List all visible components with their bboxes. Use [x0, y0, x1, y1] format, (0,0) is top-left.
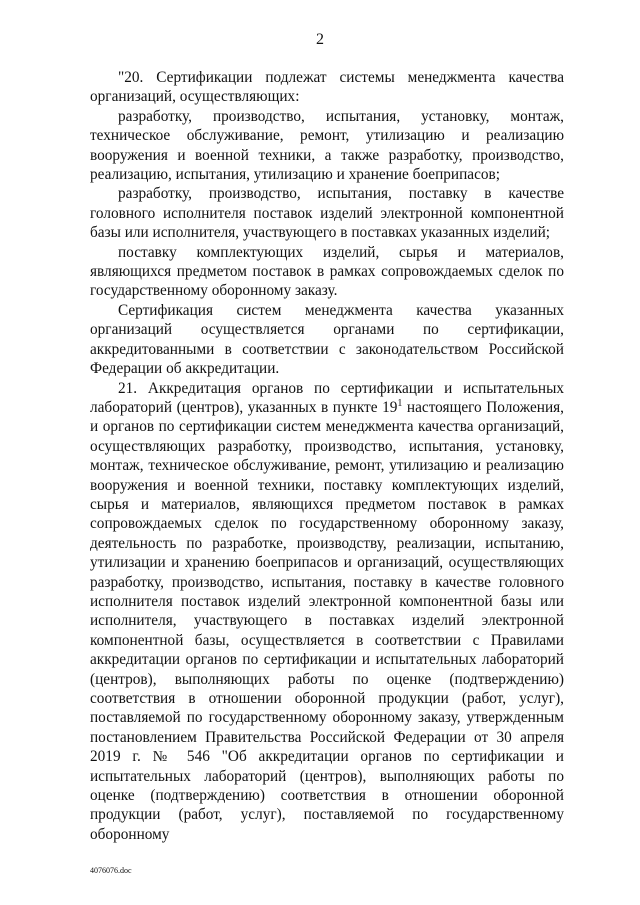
page-number: 2: [316, 31, 324, 48]
paragraph-21: [90, 379, 564, 845]
paragraph-20-item-components: поставку комплектующих изделий, сырья и материалов, являющихся предметом поставок в рамках сопровождаемых сделок по государственному оборонному заказу.: [90, 243, 564, 300]
paragraph-20-item-electronics: разработку, производство, испытания, поставку в качестве головного исполнителя поставок изделий электронной компонентной базы или исполнителя, участвующего в поставках указанных изделий;: [90, 185, 564, 242]
paragraph-20-item-weapons: разработку, производство, испытания, установку, монтаж, техническое обслуживание, ремонт, утилизацию и реализацию вооружения и военной техники, а также разработку, производство, реализацию, испытания, утилизацию и хранение боеприпасов;: [90, 107, 564, 184]
footnote-superscript: 1: [397, 397, 403, 409]
paragraph-21-rest: настоящего Положения, и органов по сертификации систем менеджмента качества организаций, осуществляющих разработку, производство, испытания, установку, монтаж, техническое обслуживание, ремонт, утилизацию и реализацию вооружения и военной техники, поставку комплектующих изделий, сырья и материалов, являющихся предметом поставок в рамках сопровождаемых сделок по государственному оборонному заказу, деятельность по разработке, производству, реализации, испытанию, утилизации и хранению боеприпасов и организаций, осуществляющих разработку, производство, испытания, поставку в качестве головного исполнителя поставок изделий электронной компонентной базы или исполнителя, участвующего в поставках изделий электронной компонентной базы, осуществляется в соответствии с Правилами аккредитации органов по сертификации и испытательных лабораторий (центров), выполняющих работы по оценке (подтверждению) соответствия в отношении оборонной продукции (работ, услуг), поставляемой по государственному оборонному заказу, утвержденным постановлением Правительства Российской Федерации от 30 апреля 2019 г. № 546 "Об аккредитации органов по сертификации и испытательных лабораторий (центров), выполняющих работы по оценке (подтверждению) соответствия в отношении оборонной продукции (работ, услуг), поставляемой по государственному оборонному: [90, 398, 565, 843]
document-filename: 4076076.doc: [90, 866, 132, 875]
paragraph-21-start: 21. Аккредитация органов по сертификации и испытательных лабораторий (центров), указанных в пункте 19: [90, 379, 564, 416]
document-body: [90, 68, 564, 844]
paragraph-20-intro: "20. Сертификации подлежат системы менеджмента качества организаций, осуществляющих:: [90, 69, 564, 106]
paragraph-20-certification: Сертификация систем менеджмента качества указанных организаций осуществляется органами по сертификации, аккредитованными в соответствии с законодательством Российской Федерации об аккредитации.: [90, 301, 564, 378]
